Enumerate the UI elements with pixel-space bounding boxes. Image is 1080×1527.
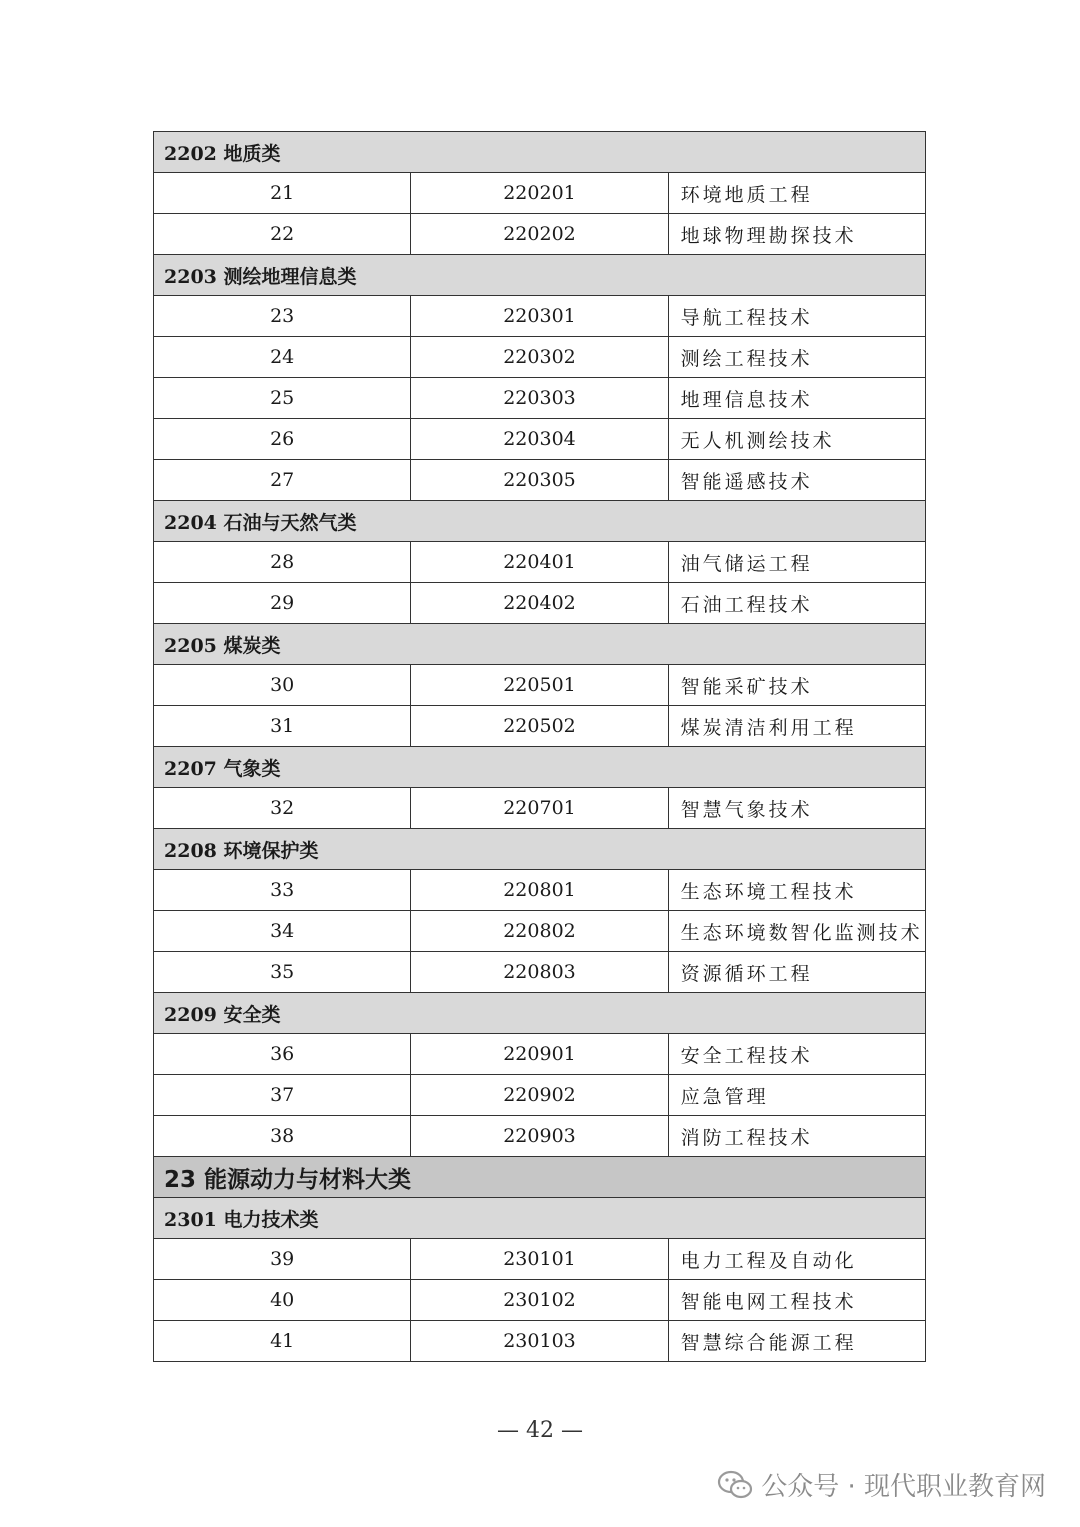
major-code: 220303 [411,378,668,419]
major-code: 220502 [411,706,668,747]
major-name: 安全工程技术 [668,1034,925,1075]
page-number: — 42 — [497,1418,583,1443]
major-code: 220305 [411,460,668,501]
row-number: 22 [154,214,411,255]
major-name: 资源循环工程 [668,952,925,993]
row-number: 23 [154,296,411,337]
table-row [154,214,926,255]
major-name: 智能遥感技术 [668,460,925,501]
row-number: 21 [154,173,411,214]
row-number: 25 [154,378,411,419]
major-code: 220902 [411,1075,668,1116]
major-name: 电力工程及自动化 [668,1239,925,1280]
major-name: 消防工程技术 [668,1116,925,1157]
major-name: 石油工程技术 [668,583,925,624]
category-label: 2207 气象类 [154,747,926,788]
major-code: 230101 [411,1239,668,1280]
major-catalog-table [153,131,926,1362]
major-code: 220304 [411,419,668,460]
table-row [154,1116,926,1157]
major-name: 生态环境数智化监测技术 [668,911,925,952]
major-name: 智能电网工程技术 [668,1280,925,1321]
category-label: 2209 安全类 [154,993,926,1034]
row-number: 39 [154,1239,411,1280]
row-number: 28 [154,542,411,583]
major-name: 智慧综合能源工程 [668,1321,925,1362]
row-number: 37 [154,1075,411,1116]
table-row [154,911,926,952]
major-category-row [154,1157,926,1198]
major-code: 220201 [411,173,668,214]
table-body [154,132,926,1362]
category-row [154,132,926,173]
table-row [154,870,926,911]
table-row [154,1321,926,1362]
major-name: 煤炭清洁利用工程 [668,706,925,747]
major-name: 导航工程技术 [668,296,925,337]
category-label: 2208 环境保护类 [154,829,926,870]
major-name: 应急管理 [668,1075,925,1116]
category-row [154,829,926,870]
row-number: 29 [154,583,411,624]
major-name: 智能采矿技术 [668,665,925,706]
table-row [154,460,926,501]
row-number: 31 [154,706,411,747]
category-row [154,255,926,296]
major-code: 220202 [411,214,668,255]
category-label: 2203 测绘地理信息类 [154,255,926,296]
table-row [154,952,926,993]
row-number: 30 [154,665,411,706]
row-number: 24 [154,337,411,378]
table-row [154,706,926,747]
wechat-icon [717,1470,753,1500]
row-number: 26 [154,419,411,460]
table-row [154,1034,926,1075]
row-number: 27 [154,460,411,501]
row-number: 41 [154,1321,411,1362]
major-code: 220501 [411,665,668,706]
major-name: 无人机测绘技术 [668,419,925,460]
row-number: 40 [154,1280,411,1321]
category-row [154,1198,926,1239]
table-row [154,665,926,706]
major-code: 220802 [411,911,668,952]
category-label: 2204 石油与天然气类 [154,501,926,542]
row-number: 36 [154,1034,411,1075]
major-code: 220701 [411,788,668,829]
major-name: 地球物理勘探技术 [668,214,925,255]
table-row [154,583,926,624]
major-code: 220301 [411,296,668,337]
table-row [154,378,926,419]
row-number: 33 [154,870,411,911]
major-name: 环境地质工程 [668,173,925,214]
major-code: 220401 [411,542,668,583]
category-row [154,747,926,788]
major-code: 220803 [411,952,668,993]
major-code: 220302 [411,337,668,378]
category-label: 2202 地质类 [154,132,926,173]
major-code: 230102 [411,1280,668,1321]
table-row [154,173,926,214]
major-code: 220903 [411,1116,668,1157]
major-name: 测绘工程技术 [668,337,925,378]
row-number: 34 [154,911,411,952]
table-row [154,296,926,337]
major-name: 油气储运工程 [668,542,925,583]
table-row [154,337,926,378]
category-row [154,624,926,665]
category-row [154,501,926,542]
major-name: 生态环境工程技术 [668,870,925,911]
wechat-watermark [717,1466,1046,1503]
major-category-label: 23 能源动力与材料大类 [154,1157,926,1198]
watermark-text: 公众号 · 现代职业教育网 [761,1472,1046,1502]
category-label: 2205 煤炭类 [154,624,926,665]
major-code: 220801 [411,870,668,911]
table-row [154,419,926,460]
table-row [154,1239,926,1280]
row-number: 38 [154,1116,411,1157]
category-row [154,993,926,1034]
table-row [154,1075,926,1116]
major-name: 地理信息技术 [668,378,925,419]
table-row [154,542,926,583]
table-row [154,1280,926,1321]
major-code: 220402 [411,583,668,624]
major-code: 220901 [411,1034,668,1075]
major-name: 智慧气象技术 [668,788,925,829]
category-label: 2301 电力技术类 [154,1198,926,1239]
table-row [154,788,926,829]
row-number: 32 [154,788,411,829]
major-code: 230103 [411,1321,668,1362]
row-number: 35 [154,952,411,993]
